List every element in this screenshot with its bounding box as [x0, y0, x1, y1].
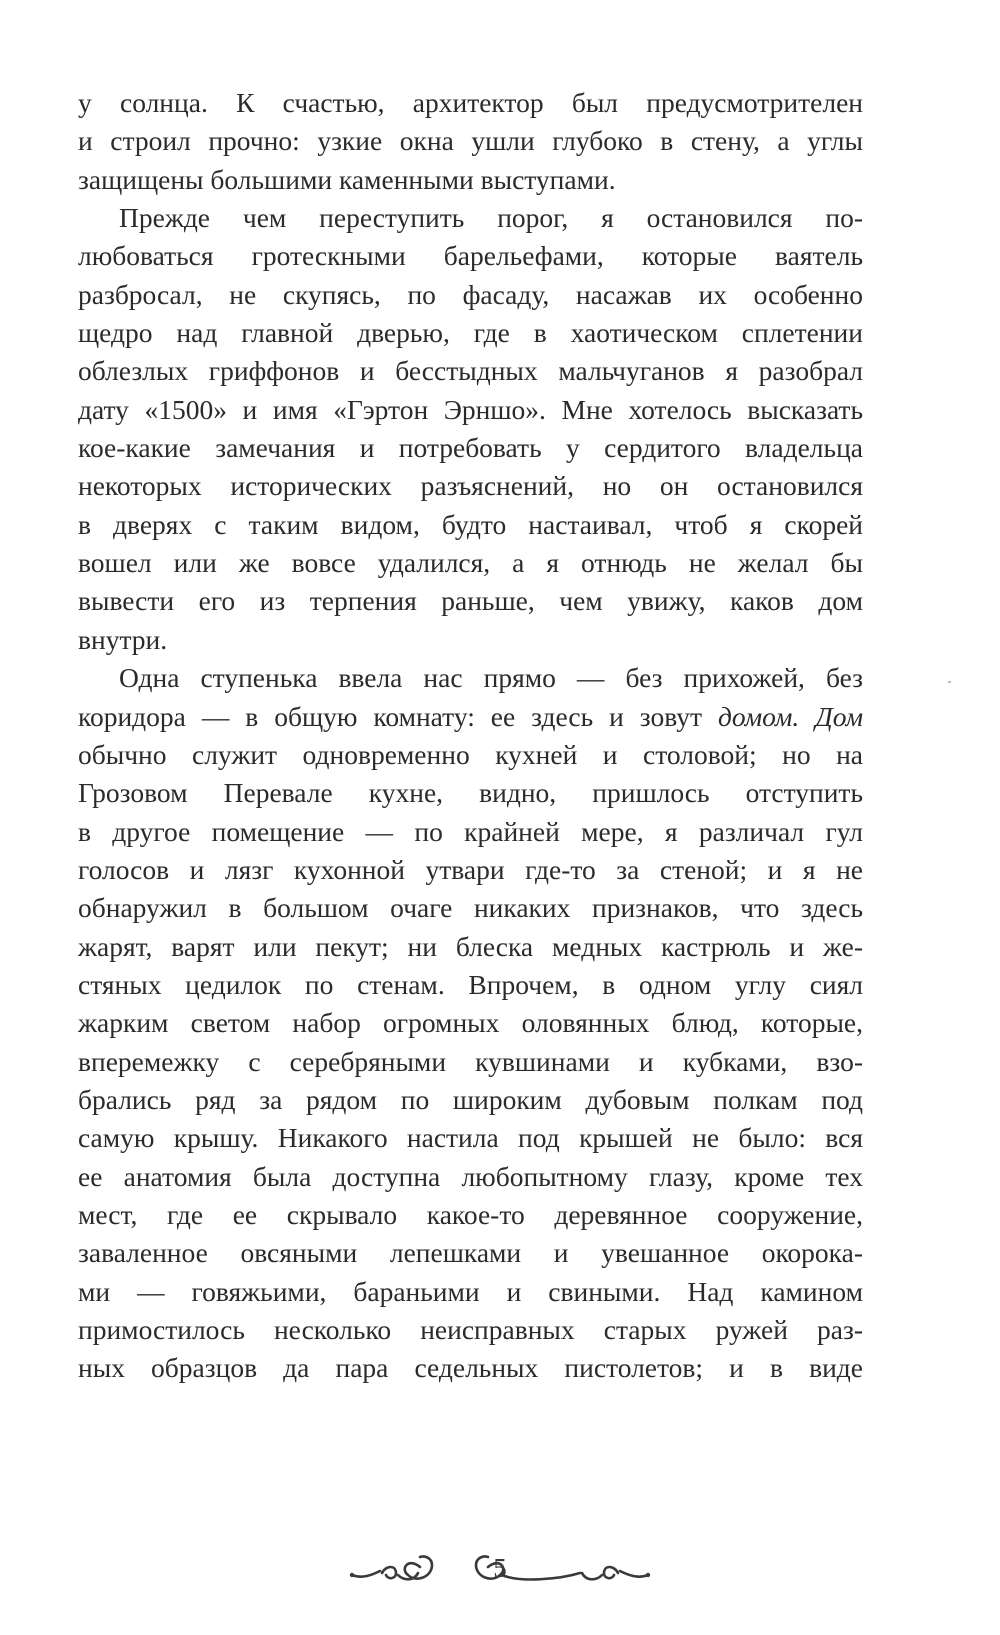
text-line-content: защищены большими каменными выступами. [78, 163, 616, 195]
text-line-content: облезлых гриффонов и бесстыдных мальчуганов я разобрал [78, 355, 863, 387]
text-line-content: кое-какие замечания и потребовать у сердитого владельца [78, 432, 863, 464]
text-line-content: обычно служит одновременно кухней и столовой; но на [78, 738, 863, 770]
text-line [78, 544, 863, 582]
text-line-content: в дверях с таким видом, будто настаивал, чтоб я скорей [78, 508, 863, 540]
text-line-content: жарят, варят или пекут; ни блеска медных кастрюль и же- [78, 930, 863, 962]
text-line [78, 736, 863, 774]
text-line-content: вошел или же вовсе удалился, а я отнюдь не желал бы [78, 547, 863, 579]
paper-speck [948, 681, 951, 683]
text-line-content: внутри. [78, 623, 168, 655]
text-line-content: вперемежку с серебряными кувшинами и кубками, взо- [78, 1045, 863, 1077]
text-line-content: голосов и лязг кухонной утвари где-то за стеной; и я не [78, 853, 863, 885]
text-line [78, 429, 863, 467]
text-line-content: стяных цедилок по стенам. Впрочем, в одном углу сиял [78, 968, 863, 1000]
text-line [78, 467, 863, 505]
text-line-content: самую крышу. Никакого настила под крышей не было: вся [78, 1122, 863, 1154]
text-line [78, 506, 863, 544]
text-line-content: Одна ступенька ввела нас прямо — без прихожей, без [119, 662, 863, 694]
text-line-content: жарким светом набор огромных оловянных блюд, которые, [78, 1007, 863, 1039]
text-line [78, 1234, 863, 1272]
text-line [78, 1196, 863, 1234]
text-line-content: ее анатомия была доступна любопытному глазу, кроме тех [78, 1160, 863, 1192]
text-line [78, 851, 863, 889]
text-line [78, 1119, 863, 1157]
text-line [78, 1081, 863, 1119]
text-line-content: заваленное овсяными лепешками и увешанное окорока- [78, 1237, 863, 1269]
text-line [78, 84, 863, 122]
text-line [78, 276, 863, 314]
text-line-content: обнаружил в большом очаге никаких признаков, что здесь [78, 892, 863, 924]
text-line [78, 582, 863, 620]
text-line [78, 352, 863, 390]
text-line [78, 774, 863, 812]
text-line-content: вывести его из терпения раньше, чем увижу, каков дом [78, 585, 863, 617]
text-line-content: мест, где ее скрывало какое-то деревянное сооружение, [78, 1198, 863, 1230]
text-line [78, 966, 863, 1004]
body-text [78, 84, 863, 1388]
text-line-content: Прежде чем переступить порог, я остановился по- [119, 202, 863, 234]
text-line [78, 928, 863, 966]
text-line [78, 813, 863, 851]
text-line [78, 621, 863, 659]
text-line-content: щедро над главной дверью, где в хаотическом сплетении [78, 317, 863, 349]
italic-emphasis: домом. Дом [702, 700, 864, 732]
text-line [78, 237, 863, 275]
text-line-content: брались ряд за рядом по широким дубовым полкам под [78, 1083, 863, 1115]
text-line [78, 314, 863, 352]
text-line [78, 122, 863, 160]
text-line-content: разбросал, не скупясь, по фасаду, насажав их особенно [78, 278, 863, 310]
text-line [78, 1043, 863, 1081]
text-line-content: примостилось несколько неисправных старых ружей раз- [78, 1314, 863, 1345]
text-line [78, 1273, 863, 1311]
text-line-content: в другое помещение — по крайней мере, я различал гул [78, 815, 863, 847]
page-number: 5 [493, 1553, 507, 1583]
text-line [78, 698, 863, 736]
text-line-content: у солнца. К счастью, архитектор был предусмотрителен [78, 87, 863, 118]
text-line [78, 659, 863, 697]
text-line [78, 1158, 863, 1196]
text-line-content: дату «1500» и имя «Гэртон Эрншо». Мне хотелось высказать [78, 393, 863, 425]
text-line-content: ми — говяжьими, бараньими и свиными. Над камином [78, 1275, 863, 1307]
text-line [78, 391, 863, 429]
text-line [78, 199, 863, 237]
text-line-content: Грозовом Перевале кухне, видно, пришлось отступить [78, 777, 863, 809]
text-line-content: любоваться гротескными барельефами, которые ваятель [78, 240, 863, 272]
text-line-content: ных образцов да пара седельных пистолетов; и в виде [78, 1352, 863, 1384]
text-line-content: и строил прочно: узкие окна ушли глубоко в стену, а углы [78, 125, 863, 157]
text-line-content: коридора — в общую комнату: ее здесь и зовут [78, 700, 703, 732]
text-line [78, 1311, 863, 1349]
text-line-content: некоторых исторических разъяснений, но он остановился [78, 470, 863, 502]
text-line [78, 889, 863, 927]
text-line [78, 161, 863, 199]
text-line [78, 1349, 863, 1387]
text-line [78, 1004, 863, 1042]
